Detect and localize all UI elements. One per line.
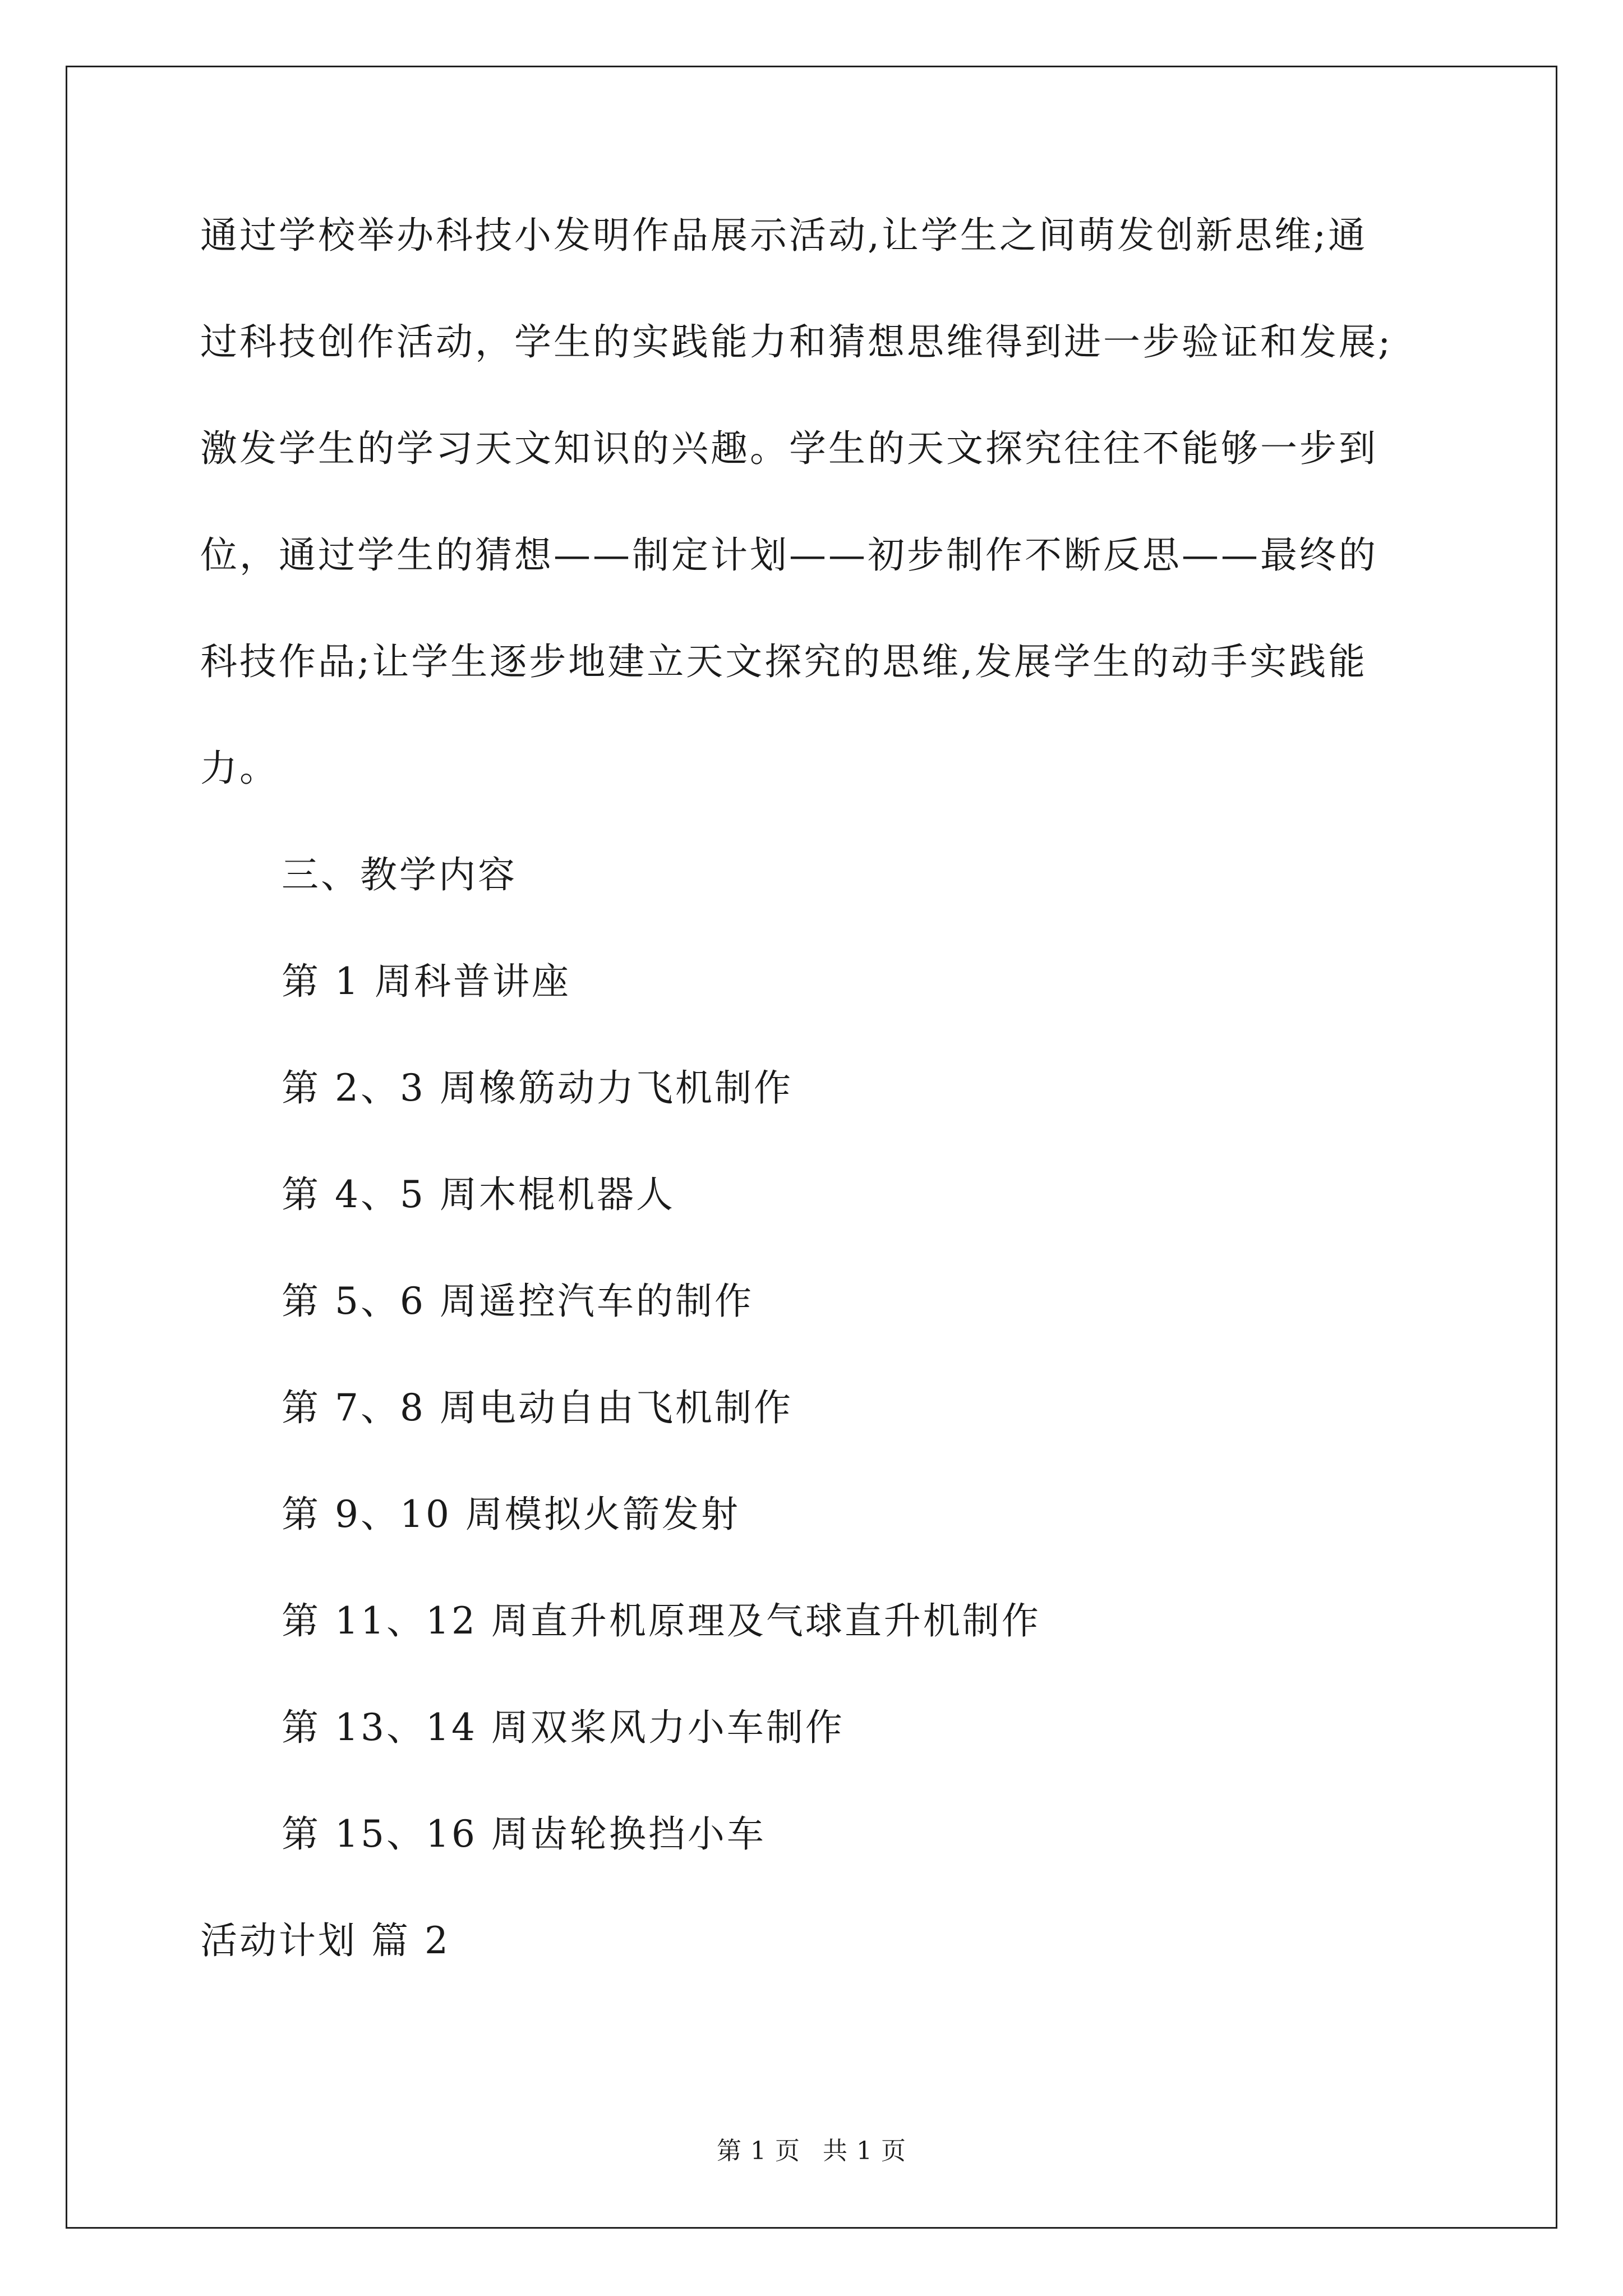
schedule-item: 第 1 周科普讲座 <box>282 960 571 1003</box>
schedule-item: 第 4、5 周木棍机器人 <box>282 1173 675 1216</box>
schedule-item: 第 2、3 周橡筋动力飞机制作 <box>282 1066 793 1110</box>
schedule-item: 第 9、10 周模拟火箭发射 <box>282 1493 740 1536</box>
paragraph-line: 科技作品;让学生逐步地建立天文探究的思维,发展学生的动手实践能 <box>200 640 1368 683</box>
schedule-item: 第 11、12 周直升机原理及气球直升机制作 <box>282 1599 1041 1642</box>
schedule-item: 第 15、16 周齿轮换挡小车 <box>282 1812 766 1856</box>
schedule-item: 第 7、8 周电动自由飞机制作 <box>282 1386 793 1429</box>
section-heading: 三、教学内容 <box>282 853 517 896</box>
page-total: 共 1 页 <box>823 2137 906 2165</box>
schedule-item: 第 13、14 周双桨风力小车制作 <box>282 1706 845 1749</box>
paragraph-line: 激发学生的学习天文知识的兴趣。学生的天文探究往往不能够一步到 <box>200 427 1378 470</box>
paragraph-line: 力。 <box>200 747 279 790</box>
next-section-title: 活动计划 篇 2 <box>200 1919 450 1962</box>
page-footer <box>0 2134 1623 2168</box>
paragraph-line: 位，通过学生的猜想——制定计划——初步制作不断反思——最终的 <box>200 533 1378 577</box>
paragraph-line: 过科技创作活动，学生的实践能力和猜想思维得到进一步验证和发展; <box>200 320 1393 364</box>
paragraph-line: 通过学校举办科技小发明作品展示活动,让学生之间萌发创新思维;通 <box>200 214 1368 257</box>
page-number: 第 1 页 <box>717 2137 800 2165</box>
schedule-item: 第 5、6 周遥控汽车的制作 <box>282 1280 754 1323</box>
page-border <box>66 66 1557 2229</box>
